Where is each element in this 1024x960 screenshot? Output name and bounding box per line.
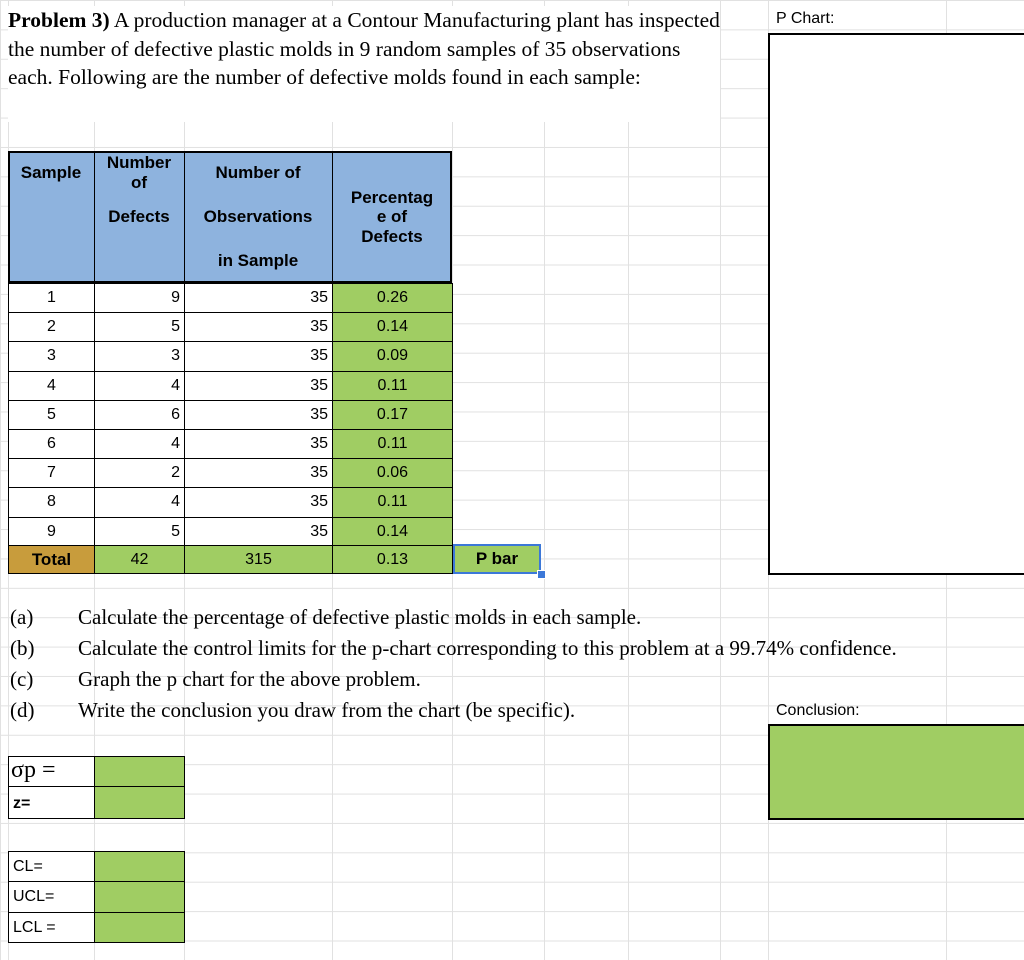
cell-defects[interactable]: 5 (94, 312, 185, 342)
cell-sample[interactable]: 6 (8, 429, 95, 459)
cell-defects[interactable]: 4 (94, 487, 185, 517)
ucl-label-cell (8, 881, 95, 913)
fill-handle[interactable] (537, 570, 546, 579)
header-pct-1: Percentag (350, 188, 434, 207)
cl-label-cell (8, 851, 95, 882)
cell-defects[interactable]: 5 (94, 517, 185, 547)
cell-observations[interactable]: 35 (184, 458, 333, 488)
cell-sample[interactable]: 8 (8, 487, 95, 517)
header-obs-2: Observations (203, 207, 313, 226)
cell-observations[interactable]: 35 (184, 487, 333, 517)
question-d-label: (d) (10, 698, 35, 722)
question-c-label: (c) (10, 667, 34, 691)
cell-defects[interactable]: 2 (94, 458, 185, 488)
z-label: z= (13, 795, 31, 812)
cell-pct[interactable]: 0.11 (332, 429, 453, 459)
header-defects-3: Defects (108, 207, 170, 226)
cell-sample[interactable]: 1 (8, 283, 95, 313)
cell-defects[interactable]: 3 (94, 341, 185, 371)
z-input[interactable] (94, 786, 185, 819)
cell-observations[interactable]: 35 (184, 312, 333, 342)
cl-label: CL= (13, 858, 43, 875)
pchart-area[interactable] (768, 33, 1024, 575)
cell-observations[interactable]: 35 (184, 400, 333, 430)
cell-observations[interactable]: 35 (184, 429, 333, 459)
cell-sample[interactable]: 3 (8, 341, 95, 371)
conclusion-input[interactable] (768, 724, 1024, 820)
total-pct[interactable]: 0.13 (332, 545, 453, 574)
cell-pct[interactable]: 0.11 (332, 371, 453, 401)
pbar-cell[interactable]: P bar (453, 544, 541, 574)
header-sample: Sample (20, 163, 82, 182)
cell-defects[interactable]: 4 (94, 371, 185, 401)
cell-observations[interactable]: 35 (184, 517, 333, 547)
question-a-label: (a) (10, 605, 34, 629)
problem-label: Problem 3) (8, 8, 110, 32)
total-defects[interactable]: 42 (94, 545, 185, 574)
cell-sample[interactable]: 4 (8, 371, 95, 401)
question-d-text: Write the conclusion you draw from the chart (be specific). (78, 698, 576, 722)
cell-pct[interactable]: 0.17 (332, 400, 453, 430)
sigma-label-cell (8, 756, 95, 787)
conclusion-label: Conclusion: (776, 702, 860, 719)
lcl-label-cell (8, 912, 95, 943)
lcl-input[interactable] (94, 912, 185, 943)
cell-pct[interactable]: 0.26 (332, 283, 453, 313)
header-defects-2: of (130, 173, 148, 192)
question-b-text: Calculate the control limits for the p-chart corresponding to this problem at a 99.74% confidence. (78, 636, 897, 660)
question-a-text: Calculate the percentage of defective plastic molds in each sample. (78, 605, 642, 629)
z-label-cell (8, 786, 95, 819)
cell-pct[interactable]: 0.06 (332, 458, 453, 488)
cell-pct[interactable]: 0.14 (332, 312, 453, 342)
header-obs-3: in Sample (217, 251, 299, 270)
cell-pct[interactable]: 0.09 (332, 341, 453, 371)
pchart-label: P Chart: (776, 10, 835, 27)
header-defects-1: Number (106, 153, 172, 172)
cell-sample[interactable]: 5 (8, 400, 95, 430)
cell-observations[interactable]: 35 (184, 341, 333, 371)
lcl-label: LCL = (13, 919, 56, 936)
cell-observations[interactable]: 35 (184, 371, 333, 401)
cell-pct[interactable]: 0.14 (332, 517, 453, 547)
problem-statement (8, 6, 720, 122)
cl-input[interactable] (94, 851, 185, 882)
cell-defects[interactable]: 6 (94, 400, 185, 430)
cell-defects[interactable]: 4 (94, 429, 185, 459)
cell-sample[interactable]: 9 (8, 517, 95, 547)
ucl-label: UCL= (13, 888, 55, 905)
total-label: Total (8, 545, 95, 574)
cell-defects[interactable]: 9 (94, 283, 185, 313)
sigma-input[interactable] (94, 756, 185, 787)
total-observations[interactable]: 315 (184, 545, 333, 574)
cell-sample[interactable]: 7 (8, 458, 95, 488)
header-pct-3: Defects (361, 227, 423, 246)
sigma-label: σp = (11, 757, 56, 783)
problem-text: A production manager at a Contour Manufacturing plant has inspected the number of defective plastic molds in 9 random samples of 35 observations each. Following are the number of defective molds found in each sample: (8, 8, 720, 90)
question-c-text: Graph the p chart for the above problem. (78, 667, 421, 691)
cell-sample[interactable]: 2 (8, 312, 95, 342)
ucl-input[interactable] (94, 881, 185, 913)
cell-pct[interactable]: 0.11 (332, 487, 453, 517)
cell-observations[interactable]: 35 (184, 283, 333, 313)
header-obs-1: Number of (215, 163, 301, 182)
header-pct-2: e of (376, 207, 408, 226)
question-b-label: (b) (10, 636, 35, 660)
